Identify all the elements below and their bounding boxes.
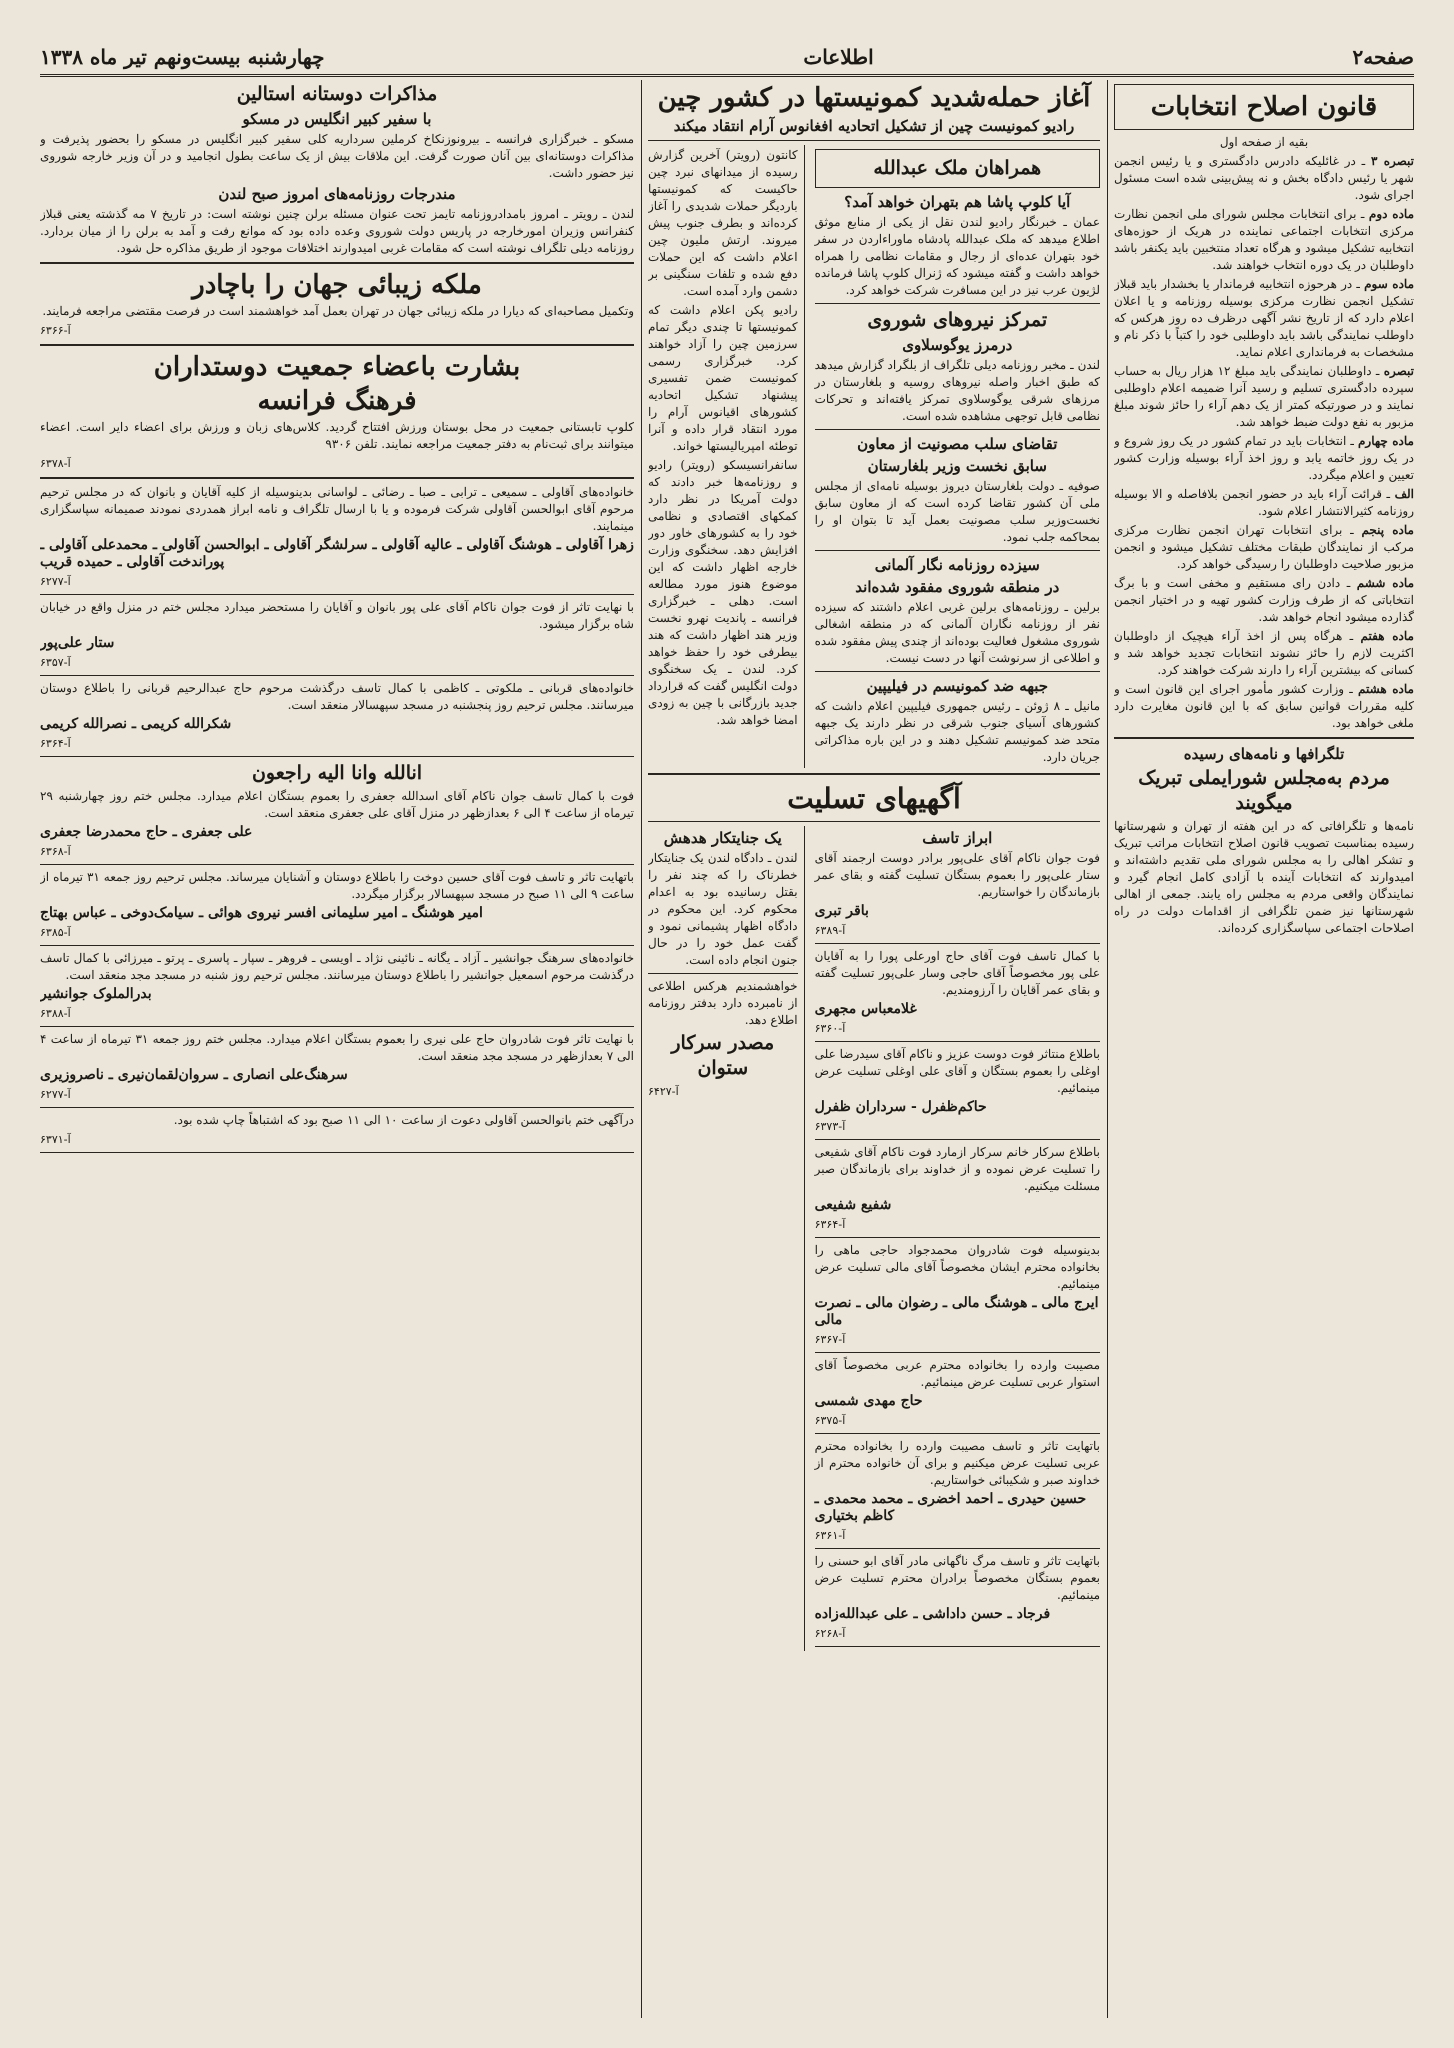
divider bbox=[40, 477, 634, 479]
divider bbox=[815, 1139, 1100, 1140]
elections-law-title: قانون اصلاح انتخابات bbox=[1150, 92, 1378, 122]
condolence-signature: باقر تبری bbox=[814, 903, 869, 919]
divider bbox=[648, 821, 1100, 822]
law-section-separator: ـ bbox=[1342, 629, 1361, 643]
notice-item bbox=[40, 950, 634, 1027]
queen-code: آ-۶۳۶۶ bbox=[40, 324, 71, 337]
mini-ad-text: لندن ـ دادگاه لندن یک جنایتکار خطرناک را که چند نفر را بقتل رسانیده بود به اعدام محکوم کرد. این محکوم در دادگاه اظهار پشیمانی نمود و گفت عمل خود را در حال جنون انجام داده است. bbox=[648, 851, 798, 967]
law-section-head: ماده ششم bbox=[1356, 576, 1414, 590]
notice-text: خانواده‌های آقاولی ـ سمیعی ـ ترابی ـ صبا ـ رضائی ـ لواسانی بدینوسیله از کلیه آقایان و بانوان که در مجلس ترحیم مرحوم آقای ابوالحسن آقاولی شرکت فرموده و یا با ارسال تلگراف و نامه ابراز همدردی نمودند صمیمانه سپاسگزاری مینمایند. bbox=[40, 485, 634, 533]
condolence-signature: شفیع شفیعی bbox=[814, 1197, 892, 1213]
divider bbox=[40, 262, 634, 264]
office-text: خواهشمندیم هرکس اطلاعی از نامبرده دارد بدفتر روزنامه اطلاع دهد. bbox=[648, 979, 798, 1027]
law-section-separator: ـ bbox=[1371, 364, 1384, 378]
law-section-separator: ـ bbox=[1340, 576, 1357, 590]
front-text: مانیل ـ ۸ ژوئن ـ رئیس جمهوری فیلیپین اعلام داشت که کشورهای آسیای جنوب شرقی در نظر دارند یک جبهه متحد ضد کمونیسم تشکیل دهند و در این باره مذاکراتی جریان دارد. bbox=[814, 699, 1100, 764]
society-title-b: فرهنگ فرانسه bbox=[257, 386, 417, 416]
law-section bbox=[1114, 628, 1414, 679]
notice-list bbox=[40, 484, 634, 1153]
royal-text: عمان ـ خبرنگار رادیو لندن نقل از یکی از منابع موثق اطلاع میدهد که ملک عبدالله پادشاه ماوراءاردن در سفر خود بتهران عده‌ای از رجال و مقامات نظامی را همراه خواهد داشت و گفته میشود که ژنرال کلوپ پاشا فرمانده لژیون عرب نیز در این مسافرت شرکت خواهد کرد. bbox=[814, 215, 1100, 297]
notice-signature: بدرالملوک جوانشیر bbox=[40, 986, 152, 1002]
law-section-head: الف bbox=[1394, 487, 1414, 501]
condolence-text: باتهایت تاثر و تاسف مرگ ناگهانی مادر آقای ابو حسنی را بعموم بستگان مخصوصاً برادران محترم تسلیت عرض مینمائیم. bbox=[814, 1554, 1100, 1602]
condolence-item bbox=[815, 1144, 1100, 1238]
notice-code: آ-۶۳۵۷ bbox=[40, 656, 71, 669]
divider bbox=[815, 943, 1100, 944]
condolence-code: آ-۶۳۷۵ bbox=[814, 1414, 846, 1427]
law-section-text: قرائت آراء باید در حضور انجمن بلافاصله و الا بوسیله روزنامه کثیرالانتشار اعلام شود. bbox=[1114, 487, 1414, 518]
notice-text: فوت با کمال تاسف جوان ناکام آقای اسدالله جعفری را بعموم بستگان اعلام میدارد. مجلس ختم روز چهارشنبه ۲۹ تیرماه از ساعت ۴ الی ۶ بعدازظهر در منزل آقای علی جعفری منعقد است. bbox=[40, 789, 634, 820]
law-section bbox=[1114, 206, 1414, 274]
law-section bbox=[1114, 276, 1414, 361]
notice-text: باتهایت تاثر و تاسف فوت آقای حسین دوخت را باطلاع دوستان و آشنایان میرساند. مجلس ترحیم روز جمعه ۳۱ تیرماه از ساعت ۹ الی ۱۱ صبح در مسجد سپهسالار برگزار میگردد. bbox=[40, 870, 634, 901]
condolence-title: آگهیهای تسلیت bbox=[787, 782, 961, 815]
divider bbox=[40, 344, 634, 346]
forces-subtitle: درمرز یوگوسلاوی bbox=[902, 336, 1013, 354]
divider bbox=[40, 1107, 634, 1108]
law-section-separator: ـ bbox=[1381, 487, 1395, 501]
divider bbox=[815, 1646, 1100, 1647]
china-text-b: رادیو پکن اعلام داشت که کمونیستها تا چندی دیگر تمام سرزمین چین را آزاد خواهند کرد. خبرگزاری رسمی کمونیست ضمن تفسیری پیشنهاد تشکیل اتحادیه کشورهای اقیانوس آرام را مورد انتقاد قرار داده و آنرا توطئه امپریالیستها خواند. bbox=[648, 303, 798, 453]
law-section-text: برای انتخابات مجلس شورای ملی انجمن نظارت مرکزی انتخابات اجتماعی نماینده در هریک از حوزه‌های انتخابیه تشکیل میشود و هرگاه تعداد منتخبین باید یکنفر باشد داوطلبان در یک دوره انتخاب خواهند شد. bbox=[1114, 207, 1414, 272]
divider bbox=[648, 973, 798, 974]
law-sections bbox=[1114, 153, 1414, 732]
middle-side bbox=[648, 145, 805, 768]
condolence-code: آ-۶۳۶۷ bbox=[814, 1333, 846, 1346]
notice-signature: ستار علی‌پور bbox=[40, 635, 115, 651]
law-section-text: وزارت کشور مأمور اجرای این قانون است و کلیه مقررات قوانین سابق که با این قانون مغایرت دارد ملغی خواهد بود. bbox=[1114, 682, 1414, 730]
royal-question: آیا کلوپ پاشا هم بتهران خواهد آمد؟ bbox=[844, 193, 1071, 211]
society-text: کلوپ تابستانی جمعیت در محل بوستان ورزش افتتاح گردید. کلاس‌های زبان و ورزش برای اعضاء دایر است. اعضاء میتوانند برای ثبت‌نام به دفتر جمعیت مراجعه نمایند. تلفن ۹۳۰۶ bbox=[40, 420, 634, 451]
divider bbox=[815, 1548, 1100, 1549]
china-headline: آغاز حمله‌شدید کمونیستها در کشور چین bbox=[657, 83, 1091, 113]
law-section-separator: ـ bbox=[1355, 154, 1372, 168]
divider bbox=[40, 675, 634, 676]
notice-code: آ-۶۳۷۱ bbox=[40, 1133, 71, 1146]
notice-code: آ-۶۳۸۸ bbox=[40, 1007, 71, 1020]
law-section-text: در غائلیکه دادرس دادگستری و یا رئیس انجمن شهر یا رئیس دادگاه بخش و نه پیش‌بینی شده است مسئول اجرای شود. bbox=[1114, 154, 1414, 202]
notice-text: خانواده‌های سرهنگ جوانشیر ـ آزاد ـ یگانه ـ نائینی نژاد ـ اویسی ـ فروهر ـ سپار ـ پاسری ـ پرتو ـ میرزائی با کمال تاسف درگذشت مرحوم اسمعیل جوانشیر را باطلاع دوستان میرسانند. مجلس ترحیم روز شنبه در مسجد مجد منعقد است. bbox=[40, 951, 634, 982]
divider bbox=[1114, 737, 1414, 739]
middle-split bbox=[648, 145, 1100, 768]
condolence-signature: حسین حیدری ـ احمد اخضری ـ محمد محمدی ـ کاظم بختیاری bbox=[814, 1491, 1087, 1524]
middle-main bbox=[815, 145, 1100, 768]
royal-title: همراهان ملک عبدالله bbox=[873, 157, 1042, 179]
condolence-item bbox=[815, 1357, 1100, 1434]
society-code: آ-۶۳۷۸ bbox=[40, 457, 71, 470]
divider bbox=[815, 1352, 1100, 1353]
condolence-signature: حاج مهدی شمسی bbox=[814, 1393, 923, 1409]
front-title: جبهه ضد کمونیسم در فیلیپین bbox=[866, 677, 1049, 695]
divider bbox=[815, 550, 1100, 551]
condolence-item bbox=[815, 1046, 1100, 1140]
notice-text: با نهایت تاثر از فوت جوان ناکام آقای علی پور بانوان و آقایان را مستحضر میدارد مجلس ختم در منزل واقع در خیابان شاه برگزار میشود. bbox=[40, 600, 634, 631]
condolence-list bbox=[815, 826, 1100, 1651]
journalist-text: برلین ـ روزنامه‌های برلین غربی اعلام داشتند که سیزده نفر از روزنامه نگاران آلمانی که در منطقه اشغالی شوروی مشغول فعالیت بوده‌اند از چندی پیش مفقود شده و اطلاعی از سرنوشت آنها در دست نیست. bbox=[814, 600, 1100, 665]
notice-signature: امیر هوشنگ ـ امیر سلیمانی افسر نیروی هوائی ـ سیامک‌دوخی ـ عباس بهتاج bbox=[40, 905, 483, 921]
condolence-item bbox=[815, 828, 1100, 944]
side-text: سانفرانسیسکو (رویتر) رادیو و روزنامه‌ها خبر دادند که دولت آمریکا در نظر دارد کمکهای اقتصادی و نظامی خود را به کشورهای خاور دور افزایش دهد. سخنگوی وزارت خارجه اظهار داشت که این موضوع هنوز مورد مطالعه است. دهلی ـ خبرگزاری فرانسه ـ پاندیت نهرو نخست وزیر هند اظهار داشت که هند بیطرفی خود را حفظ خواهد کرد. لندن ـ یک سخنگوی دولت انگلیس گفت که قرارداد جدید بازرگانی با چین به زودی امضا خواهد شد. bbox=[648, 458, 798, 727]
law-section-head: ماده دوم bbox=[1368, 207, 1414, 221]
page-label: صفحه۲ bbox=[1352, 45, 1414, 69]
divider bbox=[815, 671, 1100, 672]
condolence-code: آ-۶۳۶۰ bbox=[814, 1022, 846, 1035]
notice-code: آ-۶۲۷۷ bbox=[40, 1088, 71, 1101]
forces-title: تمرکز نیروهای شوروی bbox=[867, 309, 1048, 331]
notice-item bbox=[40, 484, 634, 595]
china-text: کانتون (رویتر) آخرین گزارش رسیده از میدانهای نبرد چین حاکیست که کمونیستها باردیگر حملات شدیدی را آغاز کرده‌اند و بطرف جنوب پیش میروند. ارتش ملیون چین اعلام داشت که این حملات دفع شده و تلفات سنگینی بر دشمن وارد آمده است. bbox=[648, 148, 798, 298]
notice-item bbox=[40, 1031, 634, 1108]
left-column bbox=[40, 80, 634, 2018]
notice-item bbox=[40, 869, 634, 946]
divider bbox=[648, 773, 1100, 775]
column-rule bbox=[1107, 80, 1108, 2018]
notice-head: انالله وانا الیه راجعون bbox=[251, 762, 423, 784]
divider bbox=[40, 1152, 634, 1153]
notice-signature: زهرا آقاولی ـ هوشنگ آقاولی ـ عالیه آقاولی ـ سرلشگر آقاولی ـ ابوالحسن آقاولی ـ محمدعلی آقاولی ـ پوراندخت آقاولی ـ حمیده قریب bbox=[40, 537, 634, 570]
talks-subtitle: با سفیر کبیر انگلیس در مسکو bbox=[242, 110, 432, 128]
condolence-code: آ-۶۳۶۱ bbox=[814, 1529, 846, 1542]
law-section bbox=[1114, 575, 1414, 626]
condolence-text: مصیبت وارده را بخانواده محترم عربی مخصوصاً آقای استوار عربی تسلیت عرض مینمائیم. bbox=[814, 1358, 1100, 1389]
law-section bbox=[1114, 363, 1414, 431]
law-section-text: داوطلبان نمایندگی باید مبلغ ۱۲ هزار ریال به حساب سپرده دادگستری تسلیم و رسید آنرا ضمیمه اعلام داوطلبی نمایند و در صورتیکه کمتر از یک دهم آراء را حائز شوند مبلغ مزبور به نفع دولت ضبط خواهد شد. bbox=[1114, 364, 1414, 429]
condolence-signature: ایرج مالی ـ هوشنگ مالی ـ رضوان مالی ـ نصرت مالی bbox=[814, 1295, 1099, 1328]
condolence-text: بدینوسیله فوت شادروان محمدجواد حاجی ماهی را بخانواده محترم ایشان مخصوصاً آقای مالی تسلیت عرض مینمائیم. bbox=[814, 1243, 1100, 1291]
office-title: مصدر سرکار ستوان bbox=[671, 1032, 775, 1079]
notice-signature: سرهنگ‌علی انصاری ـ سروان‌لقمان‌نیری ـ ناصروزیری bbox=[40, 1067, 348, 1083]
law-section-separator: ـ bbox=[1352, 277, 1365, 291]
paper-name: اطلاعات bbox=[803, 45, 874, 69]
law-section-text: انتخابات باید در تمام کشور در یک روز شروع و در یک روز خاتمه یابد و روز اخذ آراء بوسیله وزارت کشور تعیین و اعلام میگردد. bbox=[1114, 434, 1414, 482]
law-section-head: ماده سوم bbox=[1364, 277, 1414, 291]
condolence-signature: غلامعباس مجهری bbox=[814, 1001, 917, 1017]
condolence-text: باطلاع منتاثر فوت دوست عزیز و ناکام آقای سیدرضا علی اوغلی را بعموم بستگان و آقای علی اوغلی تسلیت عرض مینمائیم. bbox=[814, 1047, 1100, 1095]
law-section bbox=[1114, 486, 1414, 520]
divider bbox=[815, 429, 1100, 430]
notice-item bbox=[40, 761, 634, 865]
law-section-text: برای انتخابات تهران انجمن نظارت مرکزی مرکب از نمایندگان طبقات مختلف تشکیل میشود و انجمن مزبور صلاحیت داوطلبان را رسیدگی خواهد کرد. bbox=[1114, 523, 1414, 571]
notice-signature: شکرالله کریمی ـ نصرالله کریمی bbox=[40, 716, 232, 732]
law-section-text: در هرحوزه انتخابیه فرماندار یا بخشدار باید قبلاز تشکیل انجمن نظارت مرکزی بوسیله روزنامه و یا اعلان اعلام دارد که از تاریخ نشر آگهی درظرف ده روز هرکس که داوطلب نمایندگی باشد باید داوطلبی خود را کتباً با ذکر نام و مشخصات به فرمانداری اعلام نماید. bbox=[1114, 277, 1414, 359]
divider bbox=[815, 1237, 1100, 1238]
law-section-head: ماده پنجم bbox=[1361, 523, 1414, 537]
condolence-code: آ-۶۲۶۸ bbox=[814, 1627, 846, 1640]
condolence-code: آ-۶۳۸۹ bbox=[814, 924, 846, 937]
queen-text: وتکمیل مصاحبه‌ای که دیارا در ملکه زیبائی جهان در تهران بعمل آمد خواهشمند است در فرصت مقتضی مراجعه فرمایند. bbox=[42, 304, 634, 318]
notice-code: آ-۶۳۸۵ bbox=[40, 926, 71, 939]
mini-ad-title: یک جنایتکار هدهش bbox=[663, 829, 782, 847]
condolence-text: با کمال تاسف فوت آقای حاج اورعلی پورا را به آقایان علی پور مخصوصاً آقای حاجی وسار علی‌پور تسلیت گفته و بقای عمر آقایان را آرزومندیم. bbox=[814, 949, 1100, 997]
notice-item bbox=[40, 1112, 634, 1153]
condolence-split bbox=[648, 826, 1100, 1651]
request-title: تقاضای سلب مصونیت از معاون bbox=[857, 435, 1058, 453]
divider bbox=[815, 1433, 1100, 1434]
press-title: مندرجات روزنامه‌های امروز صبح لندن bbox=[218, 185, 456, 203]
press-text: لندن ـ رویتر ـ امروز بامدادروزنامه تایمز تحت عنوان مسئله برلن چنین نوشته است: در تاریخ ۷ مه گذشته یعنی قبلاز کنفرانس وزیران امورخارجه در پاریس دولت شوروی وعده داده بود که موانع رفت و آمد به برلن را از میان بردارد. روزنامه دیلی تلگراف نوشته است که مقامات غربی امیدوارند اختلافات موجود از طریق مذاکره حل شود. bbox=[40, 207, 634, 255]
law-section bbox=[1114, 681, 1414, 732]
condolence-item bbox=[815, 948, 1100, 1042]
office-code: آ-۶۴۲۷ bbox=[648, 1085, 679, 1098]
law-section-head: ماده چهارم bbox=[1358, 434, 1414, 448]
middle-column bbox=[648, 80, 1100, 2018]
elections-law-box bbox=[1114, 84, 1414, 130]
law-section-head: ماده هفتم bbox=[1360, 629, 1414, 643]
notice-code: آ-۶۳۶۴ bbox=[40, 737, 71, 750]
condolence-head: ابراز تاسف bbox=[922, 829, 993, 847]
condolence-signature: حاکم‌ظفرل - سرداران ظفرل bbox=[814, 1099, 987, 1115]
condolence-text: باتهایت تاثر و تاسف مصیبت وارده را بخانواده محترم عربی تسلیت عرض میکنیم و برای آن خانواده محترم از خداوند صبر و شکیبائی خواستاریم. bbox=[814, 1439, 1100, 1487]
condolence-code: آ-۶۳۷۳ bbox=[814, 1120, 846, 1133]
divider bbox=[40, 756, 634, 757]
law-section-head: ماده هشتم bbox=[1358, 682, 1414, 696]
divider bbox=[815, 303, 1100, 304]
condolence-side bbox=[648, 826, 805, 1651]
divider bbox=[40, 945, 634, 946]
law-section-text: دادن رای مستقیم و مخفی است و با برگ انتخاباتی که از طرف وزارت کشور تهیه و در اختیار انجمن گذارده میشود انجام خواهد شد. bbox=[1114, 576, 1414, 624]
law-section-separator: ـ bbox=[1346, 434, 1358, 448]
masthead bbox=[40, 40, 1414, 77]
condolence-item bbox=[815, 1242, 1100, 1353]
law-section-text: هرگاه پس از اخذ آراء هیچیک از داوطلبان اکثریت لازم را حائز نشوند انتخابات تجدید خواهد شد و کسانی که بیشترین آراء را دارند شرکت خواهند کرد. bbox=[1114, 629, 1414, 677]
law-section bbox=[1114, 522, 1414, 573]
notice-text: درآگهی ختم بانوالحسن آقاولی دعوت از ساعت ۱۰ الی ۱۱ صبح بود که اشتباهاً چاپ شده بود. bbox=[173, 1113, 634, 1127]
date-line: چهارشنبه بیست‌ونهم تیر ماه ۱۳۳۸ bbox=[40, 45, 325, 69]
talks-text: مسکو ـ خبرگزاری فرانسه ـ بیرونوزنکاخ کرملین سرداریه کلی سفیر کبیر انگلیس در مسکو را بحضور پذیرفت و مذاکرات دوستانه‌ای بین آنان صورت گرفت. این ملاقات بیش از یک ساعت بطول انجامید و در آن وزیر خارجه شوروی نیز حضور داشت. bbox=[40, 132, 634, 180]
divider bbox=[40, 594, 634, 595]
talks-title: مذاکرات دوستانه استالین bbox=[236, 83, 438, 105]
queen-title: ملکه زیبائی جهان را باچادر bbox=[192, 270, 482, 300]
notice-item bbox=[40, 599, 634, 676]
law-section-separator: ـ bbox=[1342, 523, 1362, 537]
society-title: بشارت باعضاء جمعیت دوستداران bbox=[153, 352, 521, 382]
law-section-head: تبصره ۳ bbox=[1371, 154, 1414, 168]
journalist-subtitle: در منطقه شوروی مفقود شده‌اند bbox=[855, 578, 1060, 596]
china-subheadline: رادیو کمونیست چین از تشکیل اتحادیه افغانوس آرام انتقاد میکند bbox=[673, 117, 1075, 135]
column-rule bbox=[641, 80, 642, 2018]
telegram-headline: مردم به‌مجلس شورایملی تبریک میگویند bbox=[1138, 767, 1390, 814]
notice-text: با نهایت تاثر فوت شادروان حاج علی نیری را بعموم بستگان اعلام میدارد. مجلس ختم روز جمعه ۳۱ تیرماه از ساعت ۴ الی ۷ بعدازظهر در مسجد مجد منعقد است. bbox=[40, 1032, 634, 1063]
law-section bbox=[1114, 153, 1414, 204]
notice-signature: علی جعفری ـ حاج محمدرضا جعفری bbox=[40, 824, 253, 840]
condolence-item bbox=[815, 1553, 1100, 1647]
request-subtitle: سابق نخست وزیر بلغارستان bbox=[867, 457, 1047, 475]
right-column bbox=[1114, 80, 1414, 2018]
elections-law-subtitle: بقیه از صفحه اول bbox=[1219, 135, 1309, 149]
law-section-head: تبصره bbox=[1383, 364, 1414, 378]
telegram-title: تلگرافها و نامه‌های رسیده bbox=[1183, 745, 1345, 763]
notice-code: آ-۶۲۷۷ bbox=[40, 575, 71, 588]
notice-code: آ-۶۳۶۸ bbox=[40, 845, 71, 858]
divider bbox=[40, 1026, 634, 1027]
divider bbox=[40, 864, 634, 865]
journalist-title: سیزده روزنامه نگار آلمانی bbox=[874, 556, 1040, 574]
forces-text: لندن ـ مخبر روزنامه دیلی تلگراف از بلگراد گزارش میدهد که طبق اخبار واصله نیروهای روسیه و بلغارستان در مرزهای شرقی یوگوسلاوی تمرکز یافته‌اند و تحرکات نظامی قابل توجهی مشاهده شده است. bbox=[814, 358, 1100, 423]
condolence-code: آ-۶۳۶۴ bbox=[814, 1218, 846, 1231]
notice-text: خانواده‌های قربانی ـ ملکوتی ـ کاظمی با کمال تاسف درگذشت مرحوم حاج عبدالرحیم قربانی را باطلاع دوستان میرسانند. مجلس ترحیم روز پنجشنبه در مسجد سپهسالار منعقد است. bbox=[40, 681, 634, 712]
divider bbox=[648, 140, 1100, 141]
request-text: صوفیه ـ دولت بلغارستان دیروز بوسیله نامه‌ای از مجلس ملی آن کشور تقاضا کرده است که از معاون سابق نخست‌وزیر سلب مصونیت بعمل آید تا بتوان او را بمحاکمه جلب نمود. bbox=[814, 479, 1100, 544]
notice-item bbox=[40, 680, 634, 757]
condolence-text: فوت جوان ناکام آقای علی‌پور برادر دوست ارجمند آقای ستار علی‌پور را بعموم بستگان تسلیت گفته و بقای عمر بازماندگان را خواستاریم. bbox=[814, 851, 1100, 899]
law-section bbox=[1114, 433, 1414, 484]
divider bbox=[815, 1041, 1100, 1042]
telegram-text: نامه‌ها و تلگرافاتی که در این هفته از تهران و شهرستانها رسیده بمناسبت تصویب قانون اصلاح انتخابات مراتب تبریک و تشکر اهالی را به مجلس شورای ملی تقدیم داشته‌اند و امیدوارند که انتخابات آینده با آزادی کامل انجام گیرد و نمایندگان واقعی مردم به مجلس راه یابند. جمعی از اهالی شهرستانها نیز ضمن تلگرافی از اقدامات دولت در راه اصلاحات اجتماعی سپاسگزاری کرده‌اند. bbox=[1114, 819, 1414, 935]
royal-box bbox=[815, 149, 1100, 188]
law-section-separator: ـ bbox=[1356, 207, 1369, 221]
law-section-separator: ـ bbox=[1344, 682, 1359, 696]
condolence-signature: فرجاد ـ حسن داداشی ـ علی عبدالله‌زاده bbox=[814, 1606, 1051, 1622]
condolence-text: باطلاع سرکار خانم سرکار ازمارد فوت ناکام آقای شفیعی را تسلیت عرض نموده و از خداوند برای بازماندگان صبر مسئلت میکنیم. bbox=[814, 1145, 1100, 1193]
condolence-item bbox=[815, 1438, 1100, 1549]
